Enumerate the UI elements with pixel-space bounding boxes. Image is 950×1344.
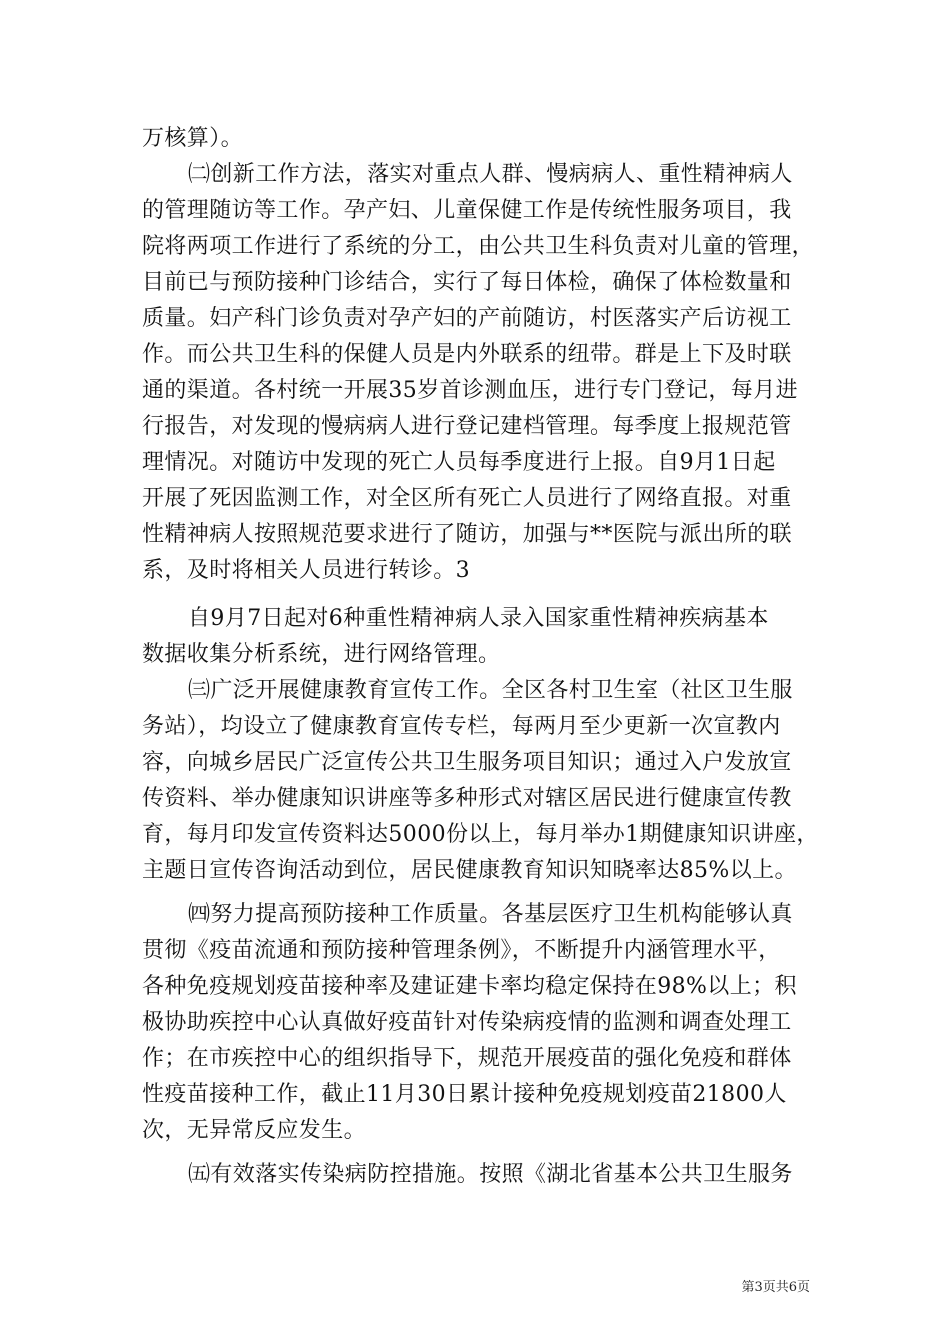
body-text-line: 目前已与预防接种门诊结合，实行了每日体检，确保了体检数量和: [142, 270, 792, 295]
body-text-line: 开展了死因监测工作，对全区所有死亡人员进行了网络直报。对重: [142, 486, 792, 511]
paragraph-5-heading-line: ㈤有效落实传染病防控措施。按照《湖北省基本公共卫生服务: [188, 1162, 793, 1187]
body-text-line: 系，及时将相关人员进行转诊。3: [142, 558, 470, 583]
body-text-line: 通的渠道。各村统一开展35岁首诊测血压，进行专门登记，每月进: [142, 378, 798, 403]
body-text-line: 传资料、举办健康知识讲座等多种形式对辖区居民进行健康宣传教: [142, 786, 792, 811]
body-text-line: 性疫苗接种工作，截止11月30日累计接种免疫规划疫苗21800人: [142, 1082, 787, 1107]
body-text-line: 极协助疾控中心认真做好疫苗针对传染病疫情的监测和调查处理工: [142, 1010, 792, 1035]
paragraph-2-heading-line: ㈡创新工作方法，落实对重点人群、慢病病人、重性精神病人: [188, 162, 793, 187]
page-number: 第3页共6页: [741, 1280, 810, 1295]
body-text-line: 各种免疫规划疫苗接种率及建证建卡率均稳定保持在98%以上；积: [142, 974, 797, 999]
body-text-line: 性精神病人按照规范要求进行了随访，加强与**医院与派出所的联: [142, 522, 793, 547]
body-text-line: 万核算）。: [142, 126, 244, 151]
body-text-line: 作；在市疾控中心的组织指导下，规范开展疫苗的强化免疫和群体: [142, 1046, 792, 1071]
body-text-line: 主题日宣传咨询活动到位，居民健康教育知识知晓率达85%以上。: [142, 858, 797, 883]
body-text-line: 贯彻《疫苗流通和预防接种管理条例》，不断提升内涵管理水平，: [142, 938, 781, 963]
body-text-line: 理情况。对随访中发现的死亡人员每季度进行上报。自9月1日起: [142, 450, 776, 475]
paragraph-4-heading-line: ㈣努力提高预防接种工作质量。各基层医疗卫生机构能够认真: [188, 902, 793, 927]
body-text-line: 育，每月印发宣传资料达5000份以上，每月举办1期健康知识讲座，: [142, 822, 819, 847]
body-text-line: 次，无异常反应发生。: [142, 1118, 367, 1143]
body-text-line: 数据收集分析系统，进行网络管理。: [142, 642, 501, 667]
body-text-line: 院将两项工作进行了系统的分工，由公共卫生科负责对儿童的管理，: [142, 234, 815, 259]
body-text-line: 的管理随访等工作。孕产妇、儿童保健工作是传统性服务项目，我: [142, 198, 792, 223]
body-text-line: 质量。妇产科门诊负责对孕产妇的产前随访，村医落实产后访视工: [142, 306, 792, 331]
paragraph-first-line: 自9月7日起对6种重性精神病人录入国家重性精神疾病基本: [188, 606, 769, 631]
body-text-line: 容，向城乡居民广泛宣传公共卫生服务项目知识；通过入户发放宣: [142, 750, 792, 775]
body-text-line: 作。而公共卫生科的保健人员是内外联系的纽带。群是上下及时联: [142, 342, 792, 367]
paragraph-3-heading-line: ㈢广泛开展健康教育宣传工作。全区各村卫生室（社区卫生服: [188, 678, 793, 703]
body-text-line: 行报告，对发现的慢病病人进行登记建档管理。每季度上报规范管: [142, 414, 792, 439]
body-text-line: 务站），均设立了健康教育宣传专栏，每两月至少更新一次宣教内: [142, 714, 781, 739]
